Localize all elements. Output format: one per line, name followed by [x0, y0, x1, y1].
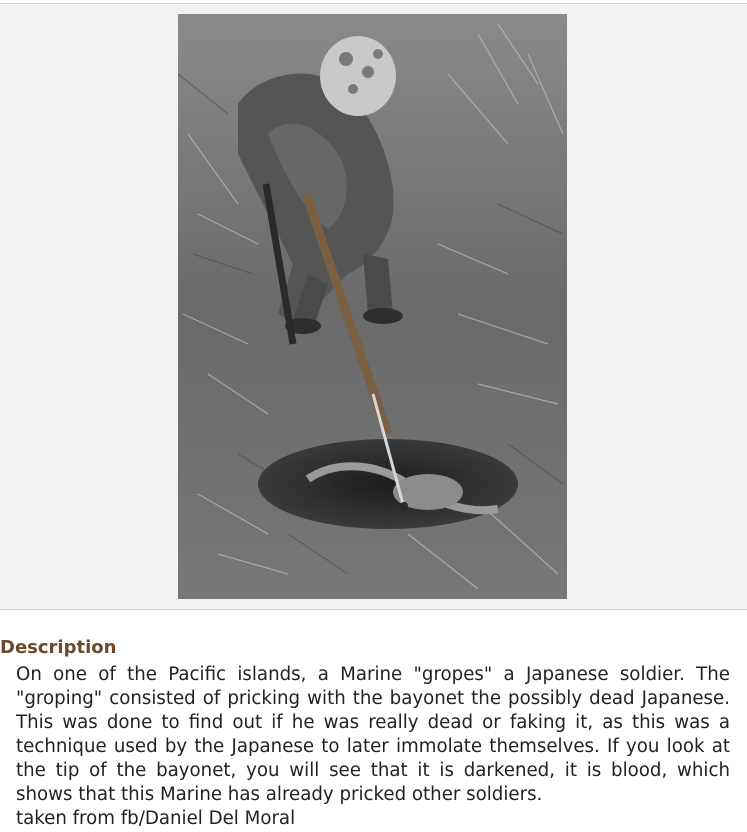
description-credit: taken from fb/Daniel Del Moral — [16, 808, 296, 829]
marine-bayonet-photo[interactable] — [178, 14, 567, 599]
description-section — [0, 636, 747, 831]
image-viewer-panel — [0, 3, 747, 610]
photo-rendering — [178, 14, 567, 599]
description-body: On one of the Pacific islands, a Marine "gropes" a Japanese soldier. The "groping" consisted of pricking with the bayonet the possibly dead Japanese. This was done to find out if he was really dead or faking it, as this was a technique used by the Japanese to later immolate themselves. If you look at the tip of the bayonet, you will see that it is darkened, it is blood, which shows that this Marine has already pricked other soldiers. — [16, 664, 730, 805]
description-heading: Description — [0, 637, 117, 658]
